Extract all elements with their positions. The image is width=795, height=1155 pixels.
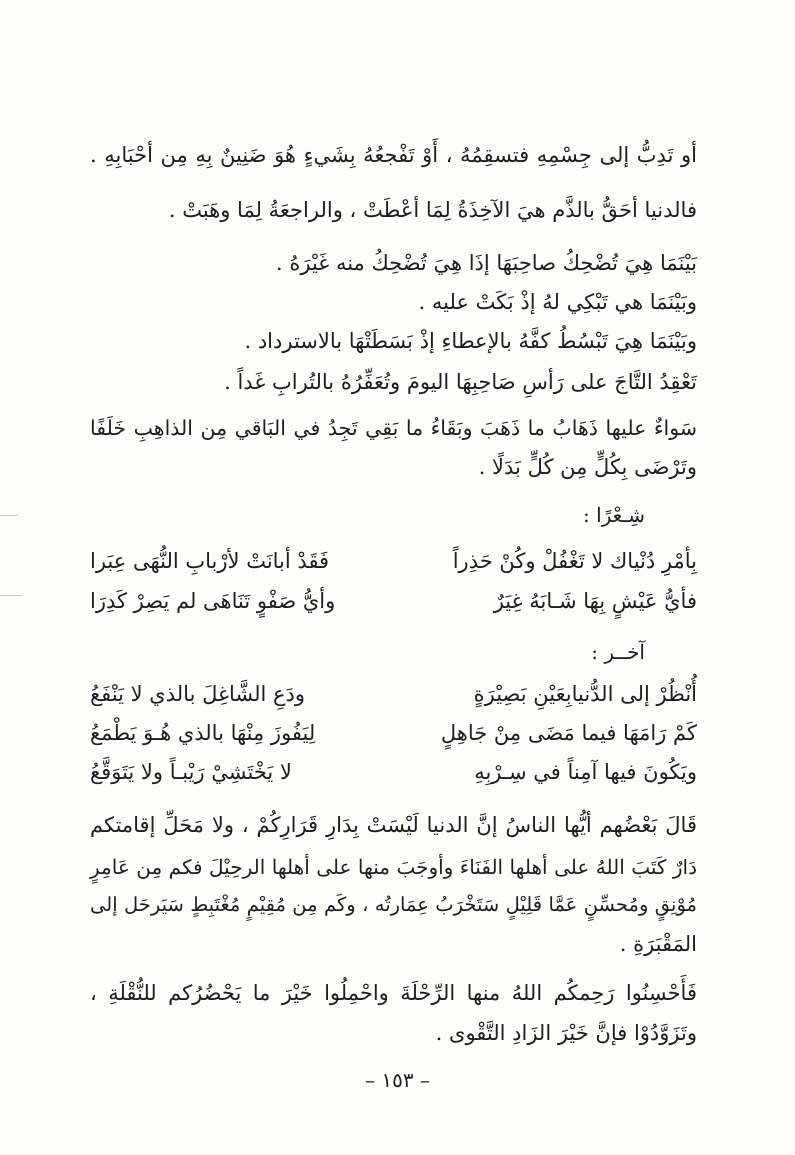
verse-first-hemistich: فأيُّ عَيْشٍ بِهَا شَـابَهُ غِيَرٌ [493,589,697,613]
poem-verse [90,585,697,617]
saying-line: تَعْقِدُ التَّاجَ على رَأسِ صَاحِبِهَا اليومَ وتُعَفِّرُهُ بالتُرابِ غَداً . [224,370,697,394]
verse-second-hemistich: فَقَدْ أبانَتْ لأرْبابِ النُّهَى عِبَرا [90,549,330,573]
verse-second-hemistich: وأيُّ صَفْوٍ تَنَاهَى لم يَصِرْ كَدِرَا [90,589,336,613]
verse-second-hemistich: لِيَفُوزَ مِنْهَا بالذي هُـوَ يَطْمَعُ [90,721,316,745]
poem-heading: شِـعْرًا : [583,503,645,527]
verse-first-hemistich: بِأمْرِ دُنْياك لا تَغْفُلْ وكُنْ حَذِراً [452,549,697,573]
verse-second-hemistich: ودَعِ الشَّاغِلَ بالذي لا يَنْفَعُ [90,682,306,706]
verse-first-hemistich: كَمْ رَامَهَا فيما مَضَى مِنْ جَاهِلٍ [440,721,697,745]
poem-verse [90,756,697,788]
text-line: المَقْبَرَةِ . [619,932,697,956]
text-line: فَأَحْسِنُوا رَحِمكُم اللهُ منها الرِّحْلَةَ واحْمِلُوا خَيْرَ ما يَحْضُرُكم للنُّقْلَةِ ، [90,981,697,1005]
page-number: – ١٥٣ – [365,1068,430,1092]
text-line: أو تَدِبُّ إلى جِسْمِهِ فتسقِمُهُ ، أَوْ تَفْجعُهُ بِشَيءٍ هُوَ ضَنِينٌ بِهِ مِن أحْبَابِهِ . [90,143,697,167]
text-line: وتَرْضَى بِكُلٍّ مِن كُلٍّ بَدَلًا . [478,455,697,479]
scan-mark [0,515,18,516]
text-line: مُوْنِقٍ ومُحسِّنٍ عَمَّا قَلِيْلٍ سَتَخْرَبُ عِمَارتُه ، وكَم مِن مُقِيْمٍ مُغْتَبِطٍ سَيَرحَل إلى [90,893,697,916]
text-line: سَواءٌ عليها ذَهَابُ ما ذَهَبَ وبَقَاءُ ما بَقِي تَجِدُ في البَاقي مِن الذاهِبِ خَلَفًا [90,416,697,440]
text-line: قَالَ بَعْضُهم أيُّها الناسُ إنَّ الدنيا لَيْسَتْ بِدَارِ قَرَارِكُمْ ، ولا مَحَلِّ إقامتكم [90,813,697,837]
saying-line: وبَيْنَمَا هي تَبْكِي لهُ إذْ بَكَتْ عليه . [418,290,697,314]
scan-mark [0,595,22,596]
text-line: فالدنيا أحَقُّ بالذَّم هيَ الآخِذَةُ لِمَا أعْطَتْ ، والراجعَةُ لِمَا وهَبَتْ . [168,198,697,222]
verse-first-hemistich: أُنْظُرْ إلى الدُّنيابِعَيْنِ بَصِيْرَةٍ [473,682,697,706]
poem-verse [90,678,697,710]
text-line: وتَزَوَّدُوْا فإنَّ خَيْرَ الزَادِ التَّقْوى . [435,1021,697,1045]
poem-verse [90,545,697,577]
saying-line: بَيْنَمَا هِيَ تُضْحِكُ صاحِبَهَا إذَا هِيَ تُضْحِكُ منه غَيْرَهُ . [276,251,697,275]
text-line: دَارٌ كَتَبَ اللهُ على أهلها الفَنَاءَ وأوجَبَ منها على أهلها الرحِيْلَ فكم مِن عَامِرٍ [90,855,697,879]
verse-second-hemistich: لا يَخْتَشِيْ رَيْبـاً ولا يَتَوَقَّعُ [90,760,292,784]
poem-verse [90,717,697,749]
poem-heading: آخــر : [591,640,645,664]
verse-first-hemistich: ويَكُونَ فيها آمِناً في سِـرْبِهِ [474,760,697,784]
saying-line: وبَيْنَمَا هِيَ تَبْسُطُ كفَّهُ بالإعطاءِ إذْ بَسَطَتْهَا بالاسترداد . [244,329,697,353]
